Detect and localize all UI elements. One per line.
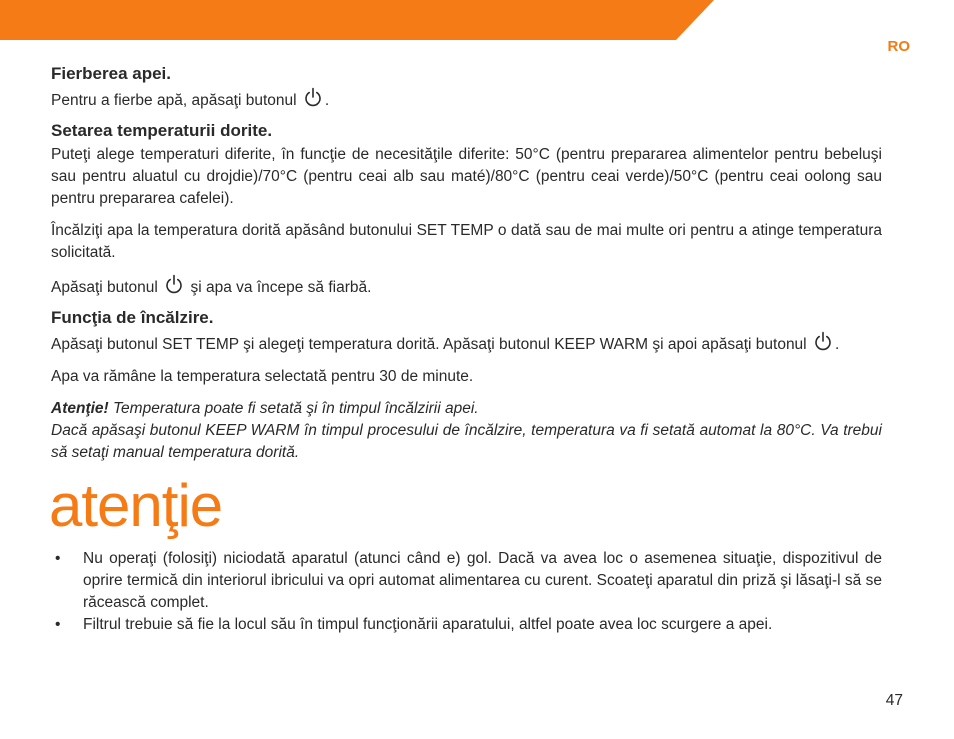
warning-title: atenţie <box>49 472 223 539</box>
warm-p1-before: Apăsaţi butonul SET TEMP şi alegeţi temperatura dorită. Apăsaţi butonul KEEP WARM şi apoi apăsaţi butonul <box>51 336 807 353</box>
bullet: • <box>55 616 61 633</box>
list-item-text: Filtrul trebuie să fie la locul său în timpul funcţionării aparatului, altfel poate avea loc scurgere a apei. <box>83 616 773 633</box>
keep-warm-paragraph-1 <box>51 331 882 356</box>
heading-keep-warm: Funcţia de încălzire. <box>51 308 214 327</box>
note-line-1: Temperatura poate fi setată şi în timpul încălzirii apei. <box>113 400 479 417</box>
temperature-paragraph-3 <box>51 274 882 299</box>
boil-text-after: . <box>324 92 330 109</box>
boil-text-before: Pentru a fierbe apă, apăsaţi butonul <box>51 92 297 109</box>
attention-note <box>51 398 882 464</box>
temp-p3-after: şi apa va începe să fiarbă. <box>190 279 372 296</box>
note-line-2: Dacă apăsaşi butonul KEEP WARM în timpul procesului de încălzire, temperatura va fi setată automat la 80°C. Va trebui să setaţi manual temperatura dorită. <box>51 422 882 461</box>
page-number: 47 <box>885 692 903 709</box>
heading-boil: Fierberea apei. <box>51 64 172 83</box>
header-band <box>0 0 954 40</box>
boil-text <box>51 87 882 112</box>
warning-list <box>51 548 882 636</box>
warm-p1-after: . <box>834 336 840 353</box>
temperature-paragraph-2: Încălziţi apa la temperatura dorită apăsând butonului SET TEMP o dată sau de mai multe ori pentru a atinge temperatura solicitată. <box>51 222 882 261</box>
power-icon <box>303 87 323 109</box>
power-icon <box>813 331 833 353</box>
keep-warm-paragraph-2: Apa va rămâne la temperatura selectată pentru 30 de minute. <box>51 368 474 385</box>
language-code: RO <box>887 38 910 55</box>
list-item <box>51 614 882 636</box>
note-label: Atenţie! <box>51 400 109 417</box>
power-icon <box>164 274 184 296</box>
page-content <box>51 63 882 636</box>
heading-temperature: Setarea temperaturii dorite. <box>51 121 273 140</box>
temperature-paragraph-1: Puteţi alege temperaturi diferite, în funcţie de necesităţile diferite: 50°C (pentru prepararea alimentelor pentru bebeluşi sau pentru aluatul cu drojdie)/70°C (pentru ceai alb sau maté)/80°C (pentru ceai verde)/50°C (pentru ceai oolong sau pentru prepararea cafelei). <box>51 146 882 207</box>
bullet: • <box>55 550 61 567</box>
list-item-text: Nu operaţi (folosiţi) niciodată aparatul (atunci când e) gol. Dacă va avea loc o asemenea situaţie, dispozitivul de oprire termică din interiorul ibricului va opri automat alimentarea cu curent. Scoateţi aparatul din priză şi lăsaţi-l să se răcească complet. <box>83 550 882 611</box>
list-item <box>51 548 882 614</box>
temp-p3-before: Apăsaţi butonul <box>51 279 158 296</box>
